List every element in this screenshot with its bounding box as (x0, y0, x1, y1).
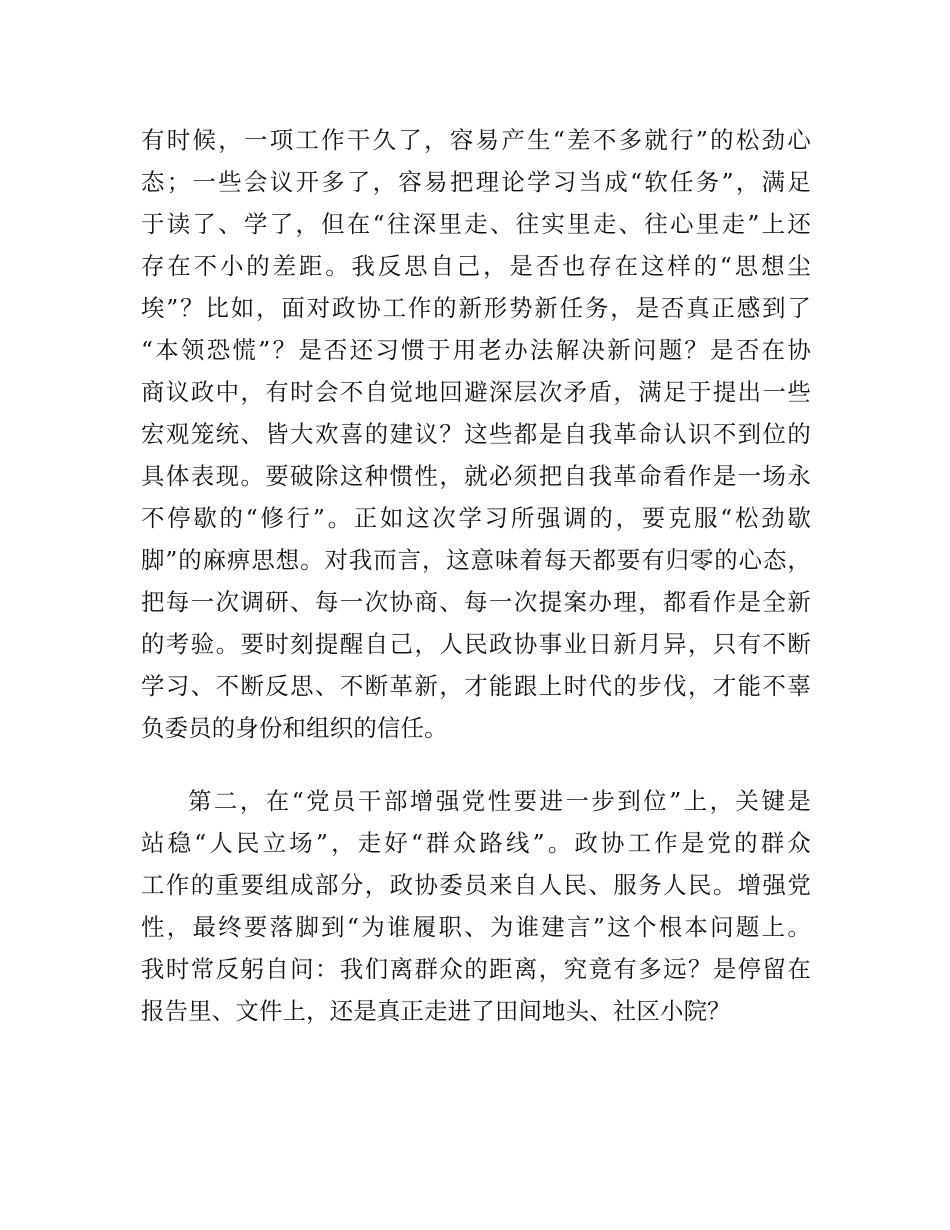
paragraph-line: 学习、不断反思、不断革新，才能跟上时代的步伐，才能不辜 (141, 672, 811, 700)
paragraph-line: 工作的重要组成部分，政协委员来自人民、服务人民。增强党 (141, 871, 811, 899)
paragraph-line: 态；一些会议开多了，容易把理论学习当成“软任务”，满足 (141, 168, 811, 196)
paragraph-line: “本领恐慌”？是否还习惯于用老办法解决新问题？是否在协 (141, 336, 811, 364)
paragraph-line: 站稳“人民立场”，走好“群众路线”。政协工作是党的群众 (141, 829, 811, 857)
paragraph-line: 宏观笼统、皆大欢喜的建议？这些都是自我革命认识不到位的 (141, 420, 811, 448)
paragraph-line: 不停歇的“修行”。正如这次学习所强调的，要克服“松劲歇 (141, 504, 811, 532)
paragraph-line: 性，最终要落脚到“为谁履职、为谁建言”这个根本问题上。 (141, 913, 811, 941)
paragraph-line: 于读了、学了，但在“往深里走、往实里走、往心里走”上还 (141, 210, 811, 238)
paragraph-2 (141, 780, 811, 1032)
paragraph-line: 商议政中，有时会不自觉地回避深层次矛盾，满足于提出一些 (141, 378, 811, 406)
paragraph-line: 埃”？比如，面对政协工作的新形势新任务，是否真正感到了 (141, 294, 811, 322)
paragraph-line: 脚”的麻痹思想。对我而言，这意味着每天都要有归零的心态， (141, 546, 811, 574)
paragraph-line: 负委员的身份和组织的信任。 (141, 714, 448, 742)
paragraph-1 (141, 119, 811, 749)
paragraph-line: 存在不小的差距。我反思自己，是否也存在这样的“思想尘 (141, 252, 811, 280)
paragraph-line: 把每一次调研、每一次协商、每一次提案办理，都看作是全新 (141, 588, 811, 616)
paragraph-line: 报告里、文件上，还是真正走进了田间地头、社区小院？ (141, 997, 731, 1025)
paragraph-line: 第二，在“党员干部增强党性要进一步到位”上，关键是 (188, 787, 811, 815)
paragraph-line: 我时常反躬自问：我们离群众的距离，究竟有多远？是停留在 (141, 955, 811, 983)
paragraph-line: 有时候，一项工作干久了，容易产生“差不多就行”的松劲心 (141, 126, 811, 154)
paragraph-line: 具体表现。要破除这种惯性，就必须把自我革命看作是一场永 (141, 462, 811, 490)
paragraph-line: 的考验。要时刻提醒自己，人民政协事业日新月异，只有不断 (141, 630, 811, 658)
